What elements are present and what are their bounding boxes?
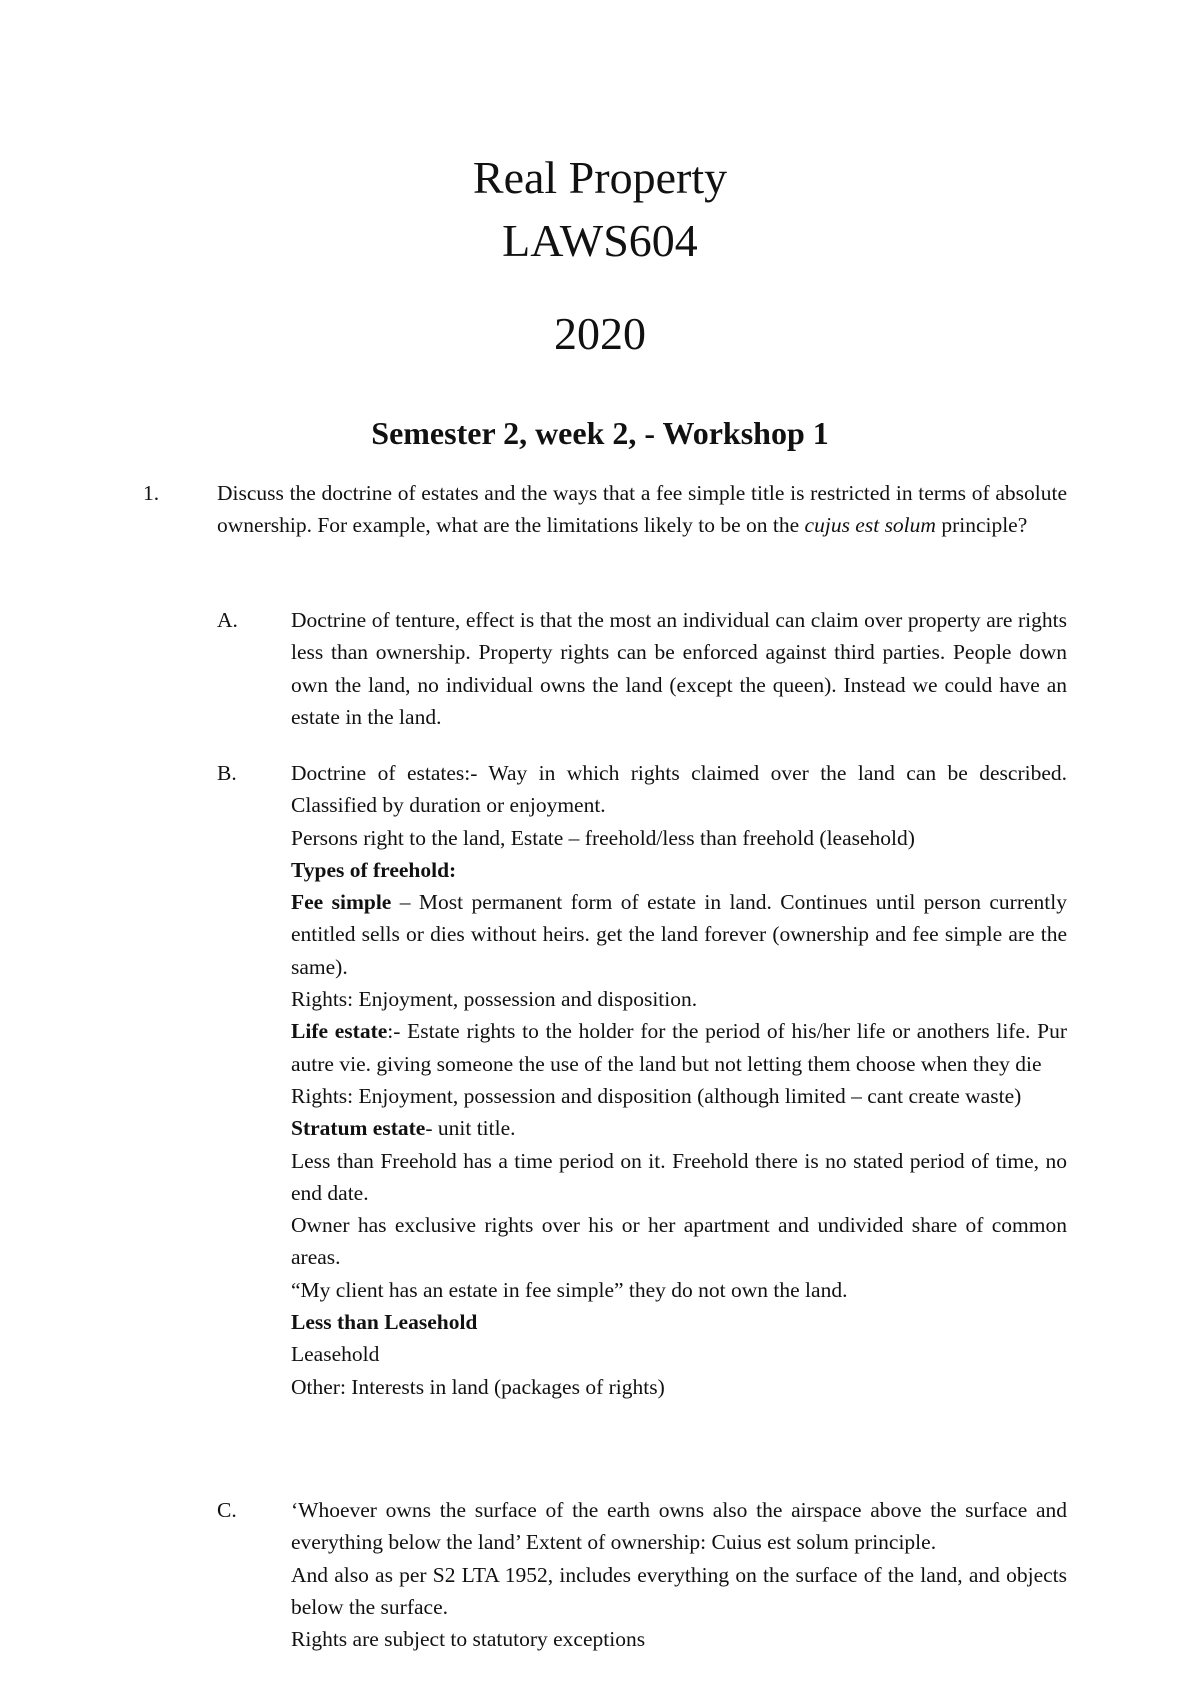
- answer-c-text2: And also as per S2 LTA 1952, includes everything on the surface of the land, and objects below the surface.: [291, 1562, 1067, 1619]
- question-number: 1.: [143, 481, 160, 505]
- fee-simple-label: Fee simple: [291, 890, 392, 915]
- question-text-part1: Discuss the doctrine of estates and the ways that a fee simple title is restricted in terms of absolute ownership. For example, what are the limitations likely to be on the: [217, 481, 1067, 538]
- answer-b-less-than-freehold: Less than Freehold has a time period on it. Freehold there is no stated period of time, no end date.: [291, 1148, 1067, 1205]
- answer-b-intro: Doctrine of estates:- Way in which rights claimed over the land can be described. Classified by duration or enjoyment.: [291, 761, 1067, 818]
- answer-c-label: C.: [217, 1498, 237, 1522]
- life-estate-label: Life estate: [291, 1019, 388, 1044]
- answer-b-fee-simple-rights: Rights: Enjoyment, possession and disposition.: [291, 987, 698, 1012]
- question-text: [217, 477, 1067, 542]
- answer-b-life-estate: [291, 1015, 1067, 1080]
- answer-b-client-quote: “My client has an estate in fee simple” they do not own the land.: [291, 1277, 848, 1302]
- life-estate-text: :- Estate rights to the holder for the period of his/her life or anothers life. Pur autre vie. giving someone the use of the land but not letting them choose when they die: [291, 1019, 1067, 1076]
- course-title: Real Property: [472, 152, 728, 203]
- answer-c-content: [291, 1494, 1067, 1655]
- answer-b-other: Other: Interests in land (packages of rights): [291, 1374, 665, 1399]
- answer-b-content: [291, 757, 1067, 1403]
- answer-b-stratum: [291, 1112, 1067, 1144]
- answer-b-types-heading: Types of freehold:: [291, 857, 457, 882]
- stratum-label: Stratum estate: [291, 1116, 426, 1141]
- answer-c-text1: ‘Whoever owns the surface of the earth owns also the airspace above the surface and everything below the land’ Extent of ownership: Cuius est solum principle.: [291, 1498, 1067, 1555]
- stratum-text: - unit title.: [425, 1116, 516, 1141]
- answer-b-fee-simple: [291, 886, 1067, 983]
- answer-b-leasehold: Leasehold: [291, 1342, 380, 1367]
- year: 2020: [554, 308, 646, 359]
- answer-c-text3: Rights are subject to statutory exceptions: [291, 1627, 646, 1652]
- answer-a-label: A.: [217, 608, 238, 632]
- answer-b-owner-rights: Owner has exclusive rights over his or her apartment and undivided share of common areas.: [291, 1213, 1067, 1270]
- question-text-part2: principle?: [941, 513, 1028, 538]
- fee-simple-text: – Most permanent form of estate in land. Continues until person currently entitled sells or dies without heirs. get the land forever (ownership and fee simple are the same).: [291, 890, 1067, 979]
- answer-b-life-estate-rights: Rights: Enjoyment, possession and disposition (although limited – cant create waste): [291, 1083, 1022, 1108]
- answer-b-persons-right: Persons right to the land, Estate – freehold/less than freehold (leasehold): [291, 825, 915, 850]
- workshop-heading: Semester 2, week 2, - Workshop 1: [371, 415, 829, 451]
- answer-b-label: B.: [217, 761, 237, 785]
- question-italic-term: cujus est solum: [804, 513, 936, 538]
- answer-b-less-than-leasehold: Less than Leasehold: [291, 1310, 478, 1335]
- answer-a-text: Doctrine of tenture, effect is that the most an individual can claim over property are rights less than ownership. Property rights can be enforced against third parties. People down own the land, no individual owns the land (except the queen). Instead we could have an estate in the land.: [291, 608, 1067, 729]
- course-code: LAWS604: [502, 215, 698, 266]
